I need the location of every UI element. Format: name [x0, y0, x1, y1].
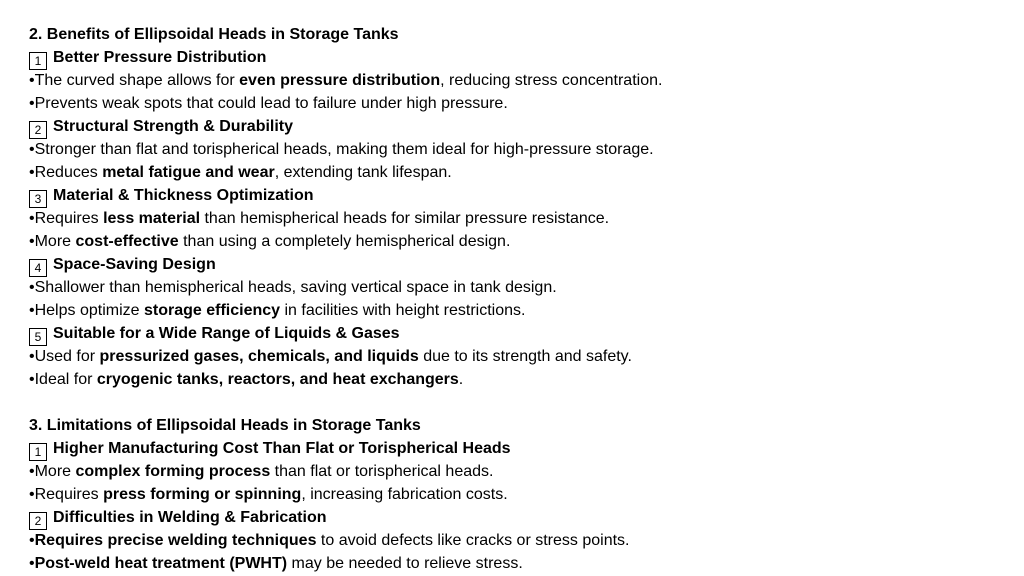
number-badge: 1 [29, 52, 47, 70]
bullet-emphasis: cryogenic tanks, reactors, and heat exchangers [96, 371, 459, 388]
bullet-text: • [29, 555, 35, 572]
section-spacer [29, 391, 1009, 414]
bullet-text: •Shallower than hemispherical heads, saving vertical space in tank design. [29, 279, 557, 296]
bullet-text: •Prevents weak spots that could lead to failure under high pressure. [29, 95, 508, 112]
item-heading [29, 437, 1009, 460]
item-heading-text: Higher Manufacturing Cost Than Flat or Torispherical Heads [53, 440, 511, 457]
bullet-text: •Stronger than flat and torispherical heads, making them ideal for high-pressure storage. [29, 141, 654, 158]
number-badge: 5 [29, 328, 47, 346]
bullet-line [29, 161, 1009, 184]
item-heading [29, 506, 1009, 529]
item-heading [29, 115, 1009, 138]
bullet-text: . [458, 371, 464, 388]
bullet-emphasis: press forming or spinning [103, 486, 302, 503]
bullet-text: •Helps optimize [29, 302, 144, 319]
bullet-emphasis: pressurized gases, chemicals, and liquids [99, 348, 419, 365]
bullet-text: than using a completely hemispherical design. [178, 233, 511, 250]
item-heading-text: Suitable for a Wide Range of Liquids & Gases [53, 325, 400, 342]
item-heading [29, 46, 1009, 69]
item-heading-text: Difficulties in Welding & Fabrication [53, 509, 327, 526]
item-heading [29, 184, 1009, 207]
item-heading [29, 253, 1009, 276]
section-title: 3. Limitations of Ellipsoidal Heads in Storage Tanks [29, 417, 421, 434]
item-heading-text: Material & Thickness Optimization [53, 187, 314, 204]
bullet-text: may be needed to relieve stress. [287, 555, 523, 572]
bullet-text: , extending tank lifespan. [274, 164, 452, 181]
bullet-text: •Ideal for [29, 371, 97, 388]
bullet-text: •Used for [29, 348, 100, 365]
bullet-text: •More [29, 463, 76, 480]
bullet-line [29, 368, 1009, 391]
section-title: 2. Benefits of Ellipsoidal Heads in Storage Tanks [29, 26, 399, 43]
bullet-line [29, 92, 1009, 115]
bullet-line [29, 552, 1009, 575]
bullet-line [29, 69, 1009, 92]
item-heading-text: Structural Strength & Durability [53, 118, 294, 135]
bullet-line [29, 207, 1009, 230]
bullet-emphasis: even pressure distribution [239, 72, 441, 89]
item-heading-text: Better Pressure Distribution [53, 49, 267, 66]
bullet-line [29, 345, 1009, 368]
bullet-text: •Requires [29, 486, 104, 503]
bullet-text: •Reduces [29, 164, 103, 181]
bullet-text: than hemispherical heads for similar pressure resistance. [200, 210, 610, 227]
bullet-emphasis: Post-weld heat treatment (PWHT) [34, 555, 288, 572]
document-body [29, 23, 1009, 575]
bullet-emphasis: metal fatigue and wear [102, 164, 275, 181]
bullet-emphasis: less material [103, 210, 201, 227]
item-heading-text: Space-Saving Design [53, 256, 216, 273]
bullet-text: to avoid defects like cracks or stress points. [316, 532, 630, 549]
number-badge: 2 [29, 121, 47, 139]
bullet-line [29, 483, 1009, 506]
bullet-emphasis: complex forming process [75, 463, 271, 480]
bullet-text: , reducing stress concentration. [440, 72, 663, 89]
bullet-text: in facilities with height restrictions. [280, 302, 526, 319]
bullet-text: •Requires [29, 210, 104, 227]
number-badge: 2 [29, 512, 47, 530]
bullet-text: •More [29, 233, 76, 250]
bullet-text: , increasing fabrication costs. [301, 486, 508, 503]
bullet-text: due to its strength and safety. [418, 348, 632, 365]
number-badge: 4 [29, 259, 47, 277]
item-heading [29, 322, 1009, 345]
number-badge: 3 [29, 190, 47, 208]
bullet-text: •The curved shape allows for [29, 72, 240, 89]
bullet-line [29, 460, 1009, 483]
bullet-line [29, 138, 1009, 161]
bullet-line [29, 230, 1009, 253]
bullet-text: than flat or torispherical heads. [270, 463, 494, 480]
bullet-emphasis: Requires precise welding techniques [34, 532, 317, 549]
number-badge: 1 [29, 443, 47, 461]
bullet-line [29, 276, 1009, 299]
bullet-emphasis: storage efficiency [143, 302, 281, 319]
bullet-emphasis: cost-effective [75, 233, 179, 250]
bullet-text: • [29, 532, 35, 549]
bullet-line [29, 299, 1009, 322]
bullet-line [29, 529, 1009, 552]
